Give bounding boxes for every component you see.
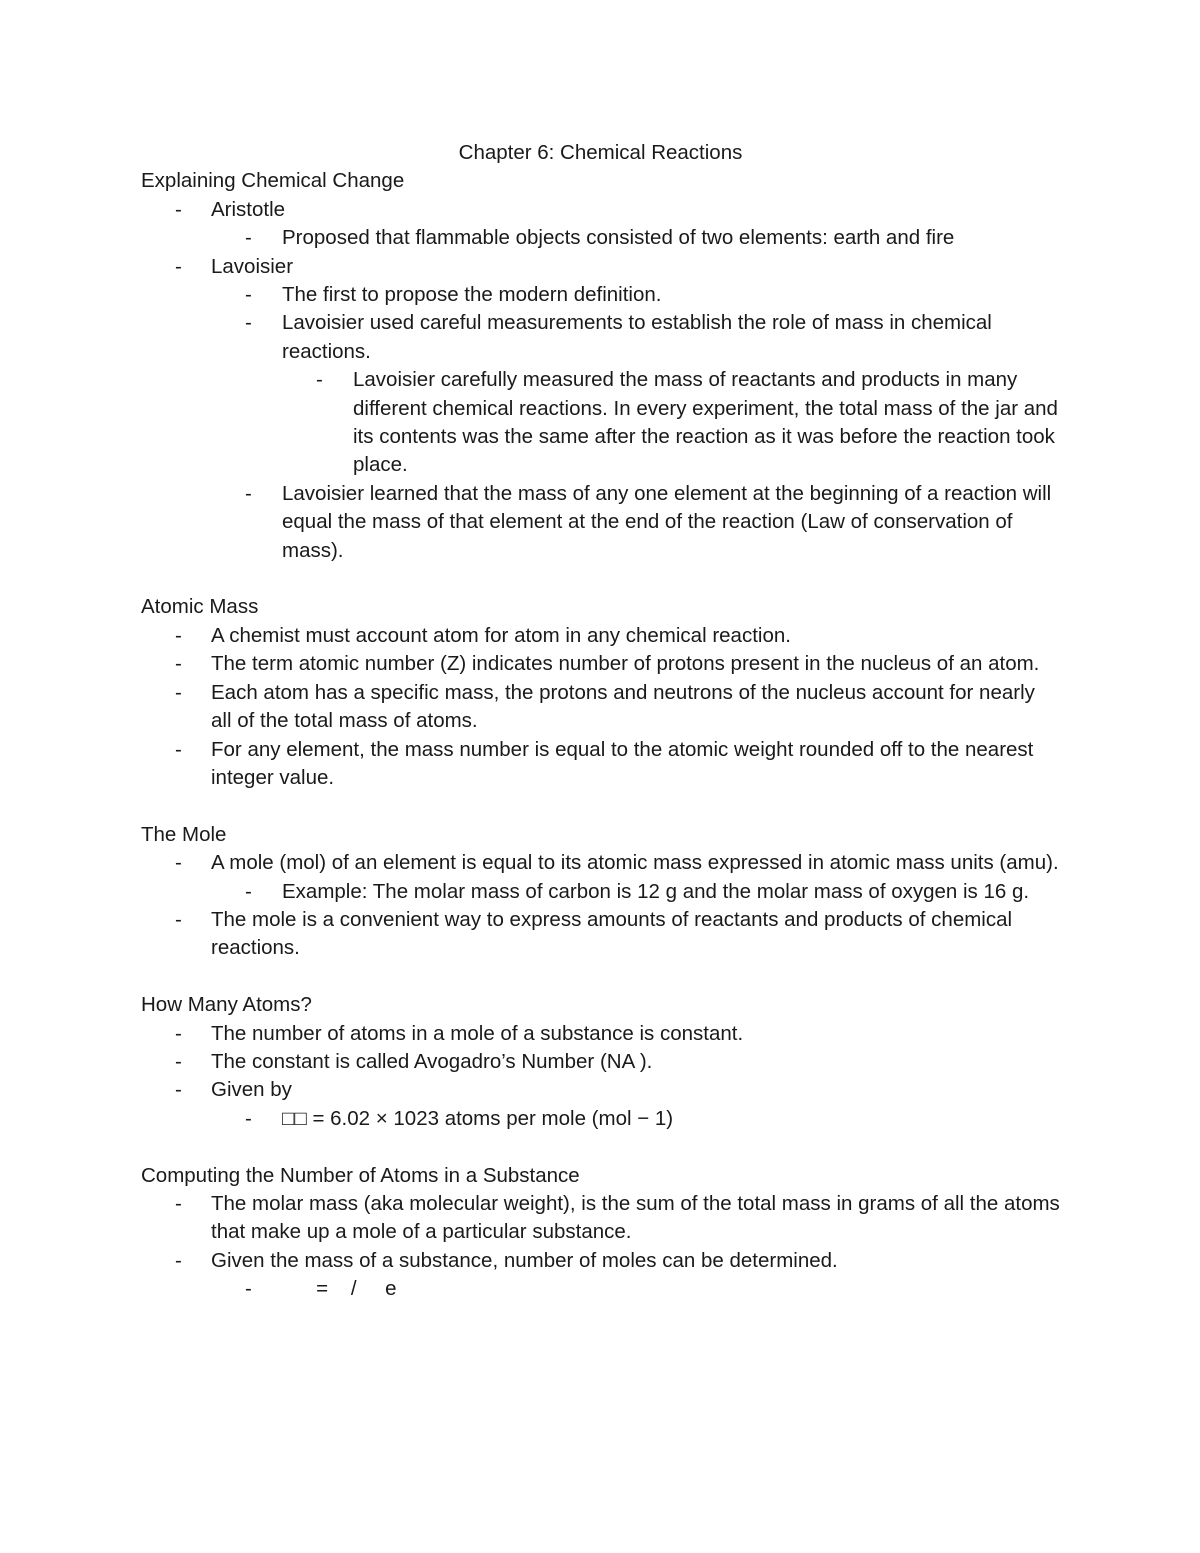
list-item <box>211 1275 1060 1303</box>
list-item <box>141 906 1060 963</box>
section-the-mole <box>141 821 1060 963</box>
bullet-list <box>211 878 1060 906</box>
list-item <box>211 1105 1060 1133</box>
list-item-text: Lavoisier learned that the mass of any one element at the beginning of a reaction will equal the mass of that element at the end of the reaction (Law of conservation of mass). <box>282 481 1052 562</box>
list-item-text: Each atom has a specific mass, the protons and neutrons of the nucleus account for nearly all of the total mass of atoms. <box>211 680 1035 733</box>
bullet-dash: - <box>175 254 182 278</box>
list-item-text: For any element, the mass number is equal to the atomic weight rounded off to the nearest integer value. <box>211 737 1034 789</box>
bullet-dash: - <box>175 1049 182 1073</box>
bullet-list <box>141 622 1060 792</box>
bullet-dash: - <box>245 283 252 307</box>
section-heading: Atomic Mass <box>141 595 259 619</box>
list-item <box>211 309 1060 479</box>
bullet-dash: - <box>245 481 252 505</box>
list-item <box>141 679 1060 736</box>
list-item <box>141 849 1060 906</box>
bullet-list <box>141 1020 1060 1134</box>
list-item-text: A chemist must account atom for atom in any chemical reaction. <box>211 623 791 647</box>
section-heading: Computing the Number of Atoms in a Substance <box>141 1163 580 1187</box>
bullet-list <box>141 849 1060 963</box>
list-item-text: The term atomic number (Z) indicates number of protons present in the nucleus of an atom. <box>211 652 1040 676</box>
bullet-list <box>211 224 1060 252</box>
list-item <box>211 281 1060 309</box>
page-title: Chapter 6: Chemical Reactions <box>458 141 743 164</box>
list-item <box>211 878 1060 906</box>
bullet-dash: - <box>175 907 182 931</box>
list-item-text: Lavoisier carefully measured the mass of reactants and products in many different chemical reactions. In every experiment, the total mass of the jar and its contents was the same after the reaction as it was before the reaction took place. <box>353 368 1058 477</box>
bullet-dash: - <box>175 1021 182 1045</box>
section-heading: The Mole <box>141 822 227 846</box>
bullet-dash: - <box>245 1106 252 1130</box>
bullet-dash: - <box>175 1191 182 1215</box>
list-item <box>141 196 1060 253</box>
list-item-text: Lavoisier used careful measurements to establish the role of mass in chemical reactions. <box>282 311 992 363</box>
list-item-text: The molar mass (aka molecular weight), is the sum of the total mass in grams of all the atoms that make up a mole of a particular substance. <box>211 1191 1060 1244</box>
bullet-list <box>211 281 1060 565</box>
list-item <box>141 622 1060 650</box>
list-item <box>141 1076 1060 1133</box>
section-atomic-mass <box>141 593 1060 792</box>
list-item-text: Given by <box>211 1078 292 1102</box>
list-item <box>211 480 1060 565</box>
bullet-dash: - <box>175 851 182 875</box>
list-item <box>141 253 1060 565</box>
section-heading: Explaining Chemical Change <box>141 169 405 193</box>
bullet-list <box>141 196 1060 565</box>
list-item <box>211 224 1060 252</box>
bullet-dash: - <box>245 311 252 335</box>
list-item-text: □□ = 6.02 × 1023 atoms per mole (mol − 1) <box>282 1106 674 1130</box>
list-item-text: Example: The molar mass of carbon is 12 g and the molar mass of oxygen is 16 g. <box>282 879 1030 903</box>
section-explaining-chemical-change <box>141 167 1060 565</box>
list-item <box>141 736 1060 793</box>
bullet-list <box>211 1105 1060 1133</box>
list-item <box>141 650 1060 678</box>
list-item <box>141 1020 1060 1048</box>
list-item-text: The constant is called Avogadro’s Number (NA ). <box>211 1049 653 1073</box>
list-item-text: Aristotle <box>211 197 286 221</box>
bullet-dash: - <box>175 737 182 761</box>
list-item-text: Given the mass of a substance, number of moles can be determined. <box>211 1248 838 1272</box>
list-item-text: = / e <box>282 1277 397 1301</box>
list-item <box>141 1048 1060 1076</box>
bullet-list <box>211 1275 1060 1303</box>
bullet-dash: - <box>175 623 182 647</box>
section-computing-number-of-atoms <box>141 1162 1060 1304</box>
list-item-text: A mole (mol) of an element is equal to its atomic mass expressed in atomic mass units (amu). <box>211 851 1059 875</box>
list-item-text: Proposed that flammable objects consisted of two elements: earth and fire <box>282 226 955 250</box>
bullet-dash: - <box>316 368 323 392</box>
section-how-many-atoms <box>141 991 1060 1133</box>
list-item <box>141 1247 1060 1304</box>
list-item <box>141 1190 1060 1247</box>
bullet-list <box>141 1190 1060 1304</box>
bullet-dash: - <box>175 652 182 676</box>
list-item-text: The first to propose the modern definition. <box>282 283 662 307</box>
bullet-dash: - <box>245 879 252 903</box>
bullet-dash: - <box>175 680 182 704</box>
bullet-dash: - <box>175 197 182 221</box>
bullet-dash: - <box>245 1277 252 1301</box>
list-item-text: The number of atoms in a mole of a substance is constant. <box>211 1021 744 1045</box>
section-heading: How Many Atoms? <box>141 993 312 1017</box>
list-item <box>282 366 1060 480</box>
bullet-dash: - <box>175 1248 182 1272</box>
bullet-list <box>282 366 1060 480</box>
bullet-dash: - <box>175 1078 182 1102</box>
list-item-text: The mole is a convenient way to express amounts of reactants and products of chemical reactions. <box>211 907 1013 960</box>
bullet-dash: - <box>245 226 252 250</box>
list-item-text: Lavoisier <box>211 254 294 278</box>
